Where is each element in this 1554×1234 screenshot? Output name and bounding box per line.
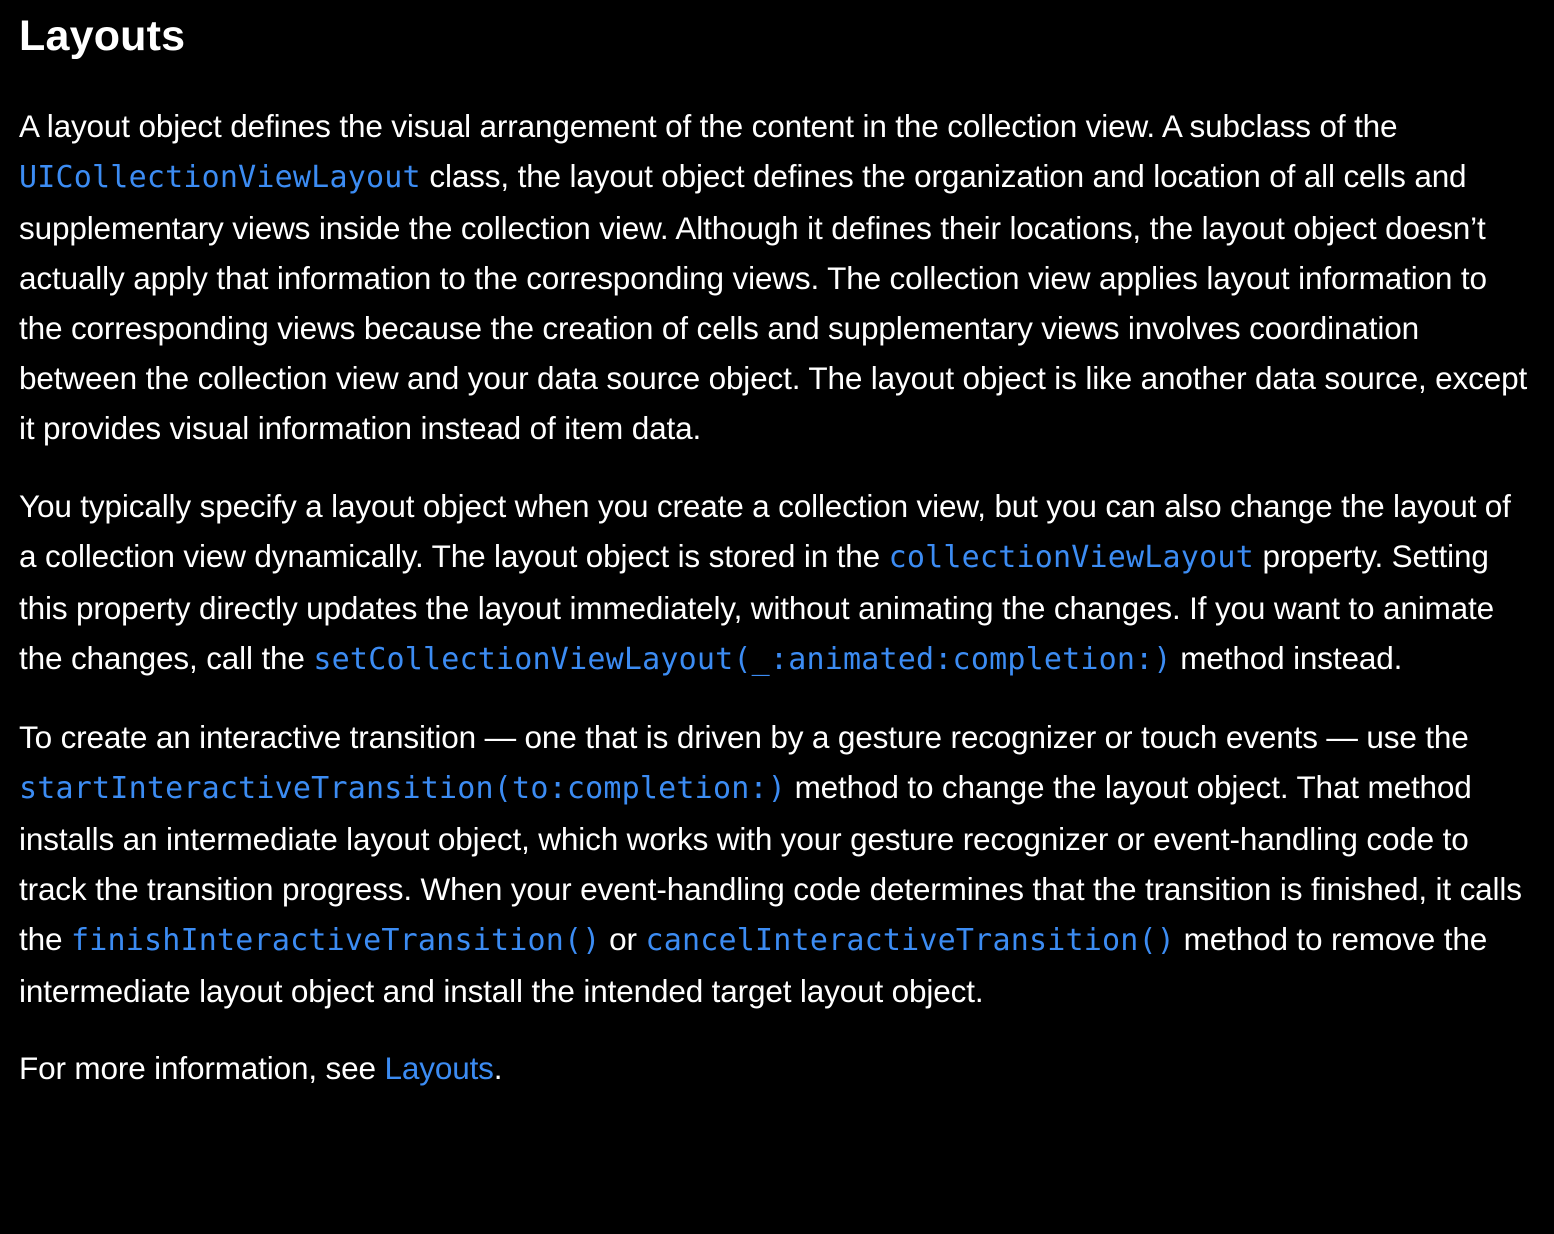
startinteractivetransition-method-link[interactable]: startInteractiveTransition(to:completion:): [19, 771, 786, 806]
paragraph-text: You typically specify a layout object when you create a collection view, but you can also change the layout of a collection view dynamically. The layout object is stored in the: [19, 488, 1511, 574]
paragraph-text: class, the layout object defines the organization and location of all cells and supplementary views inside the collection view. Although it defines their locations, the layout object doesn’t actually apply that information to the corresponding views. The collection view applies layout information to the corresponding views because the creation of cells and supplementary views involves coordination between the collection view and your data source object. The layout object is like another data source, except it provides visual information instead of item data.: [19, 158, 1528, 446]
paragraph-text: method instead.: [1171, 640, 1403, 676]
paragraph-interactive-transition: [19, 712, 1536, 1016]
paragraph-layout-object: [19, 101, 1536, 453]
paragraph-change-layout: [19, 481, 1536, 685]
cancelinteractivetransition-method-link[interactable]: cancelInteractiveTransition(): [645, 923, 1176, 958]
setcollectionviewlayout-method-link[interactable]: setCollectionViewLayout(_:​animated:completion:): [313, 642, 1172, 677]
collectionviewlayout-property-link[interactable]: collectionView​Layout: [888, 540, 1254, 575]
paragraph-text: or: [600, 921, 646, 957]
paragraph-text: .: [493, 1050, 503, 1086]
paragraph-text: method to remove the intermediate layout object and install the intended target layout object.: [19, 921, 1488, 1009]
paragraph-text: A layout object defines the visual arrangement of the content in the collection view. A subclass of the: [19, 108, 1398, 144]
paragraph-text: To create an interactive transition — one that is driven by a gesture recognizer or touch events — use the: [19, 719, 1469, 755]
paragraph-more-info: [19, 1043, 1536, 1093]
paragraph-text: property. Setting this property directly updates the layout immediately, without animating the changes. If you want to animate the changes, call the: [19, 538, 1495, 676]
layouts-link[interactable]: Layouts: [384, 1050, 494, 1086]
paragraph-text: method to change the layout object. That method installs an intermediate layout object, which works with your gesture recognizer or event-handling code to track the transition progress. When your event-handling code determines that the transition is finished, it calls the: [19, 769, 1522, 957]
section-title: Layouts: [19, 12, 186, 60]
uicollectionviewlayout-link[interactable]: UICollectionViewLayout: [19, 160, 421, 195]
paragraph-text: For more information, see: [19, 1050, 385, 1086]
finishinteractivetransition-method-link[interactable]: finishInteractiveTransition(): [70, 923, 601, 958]
